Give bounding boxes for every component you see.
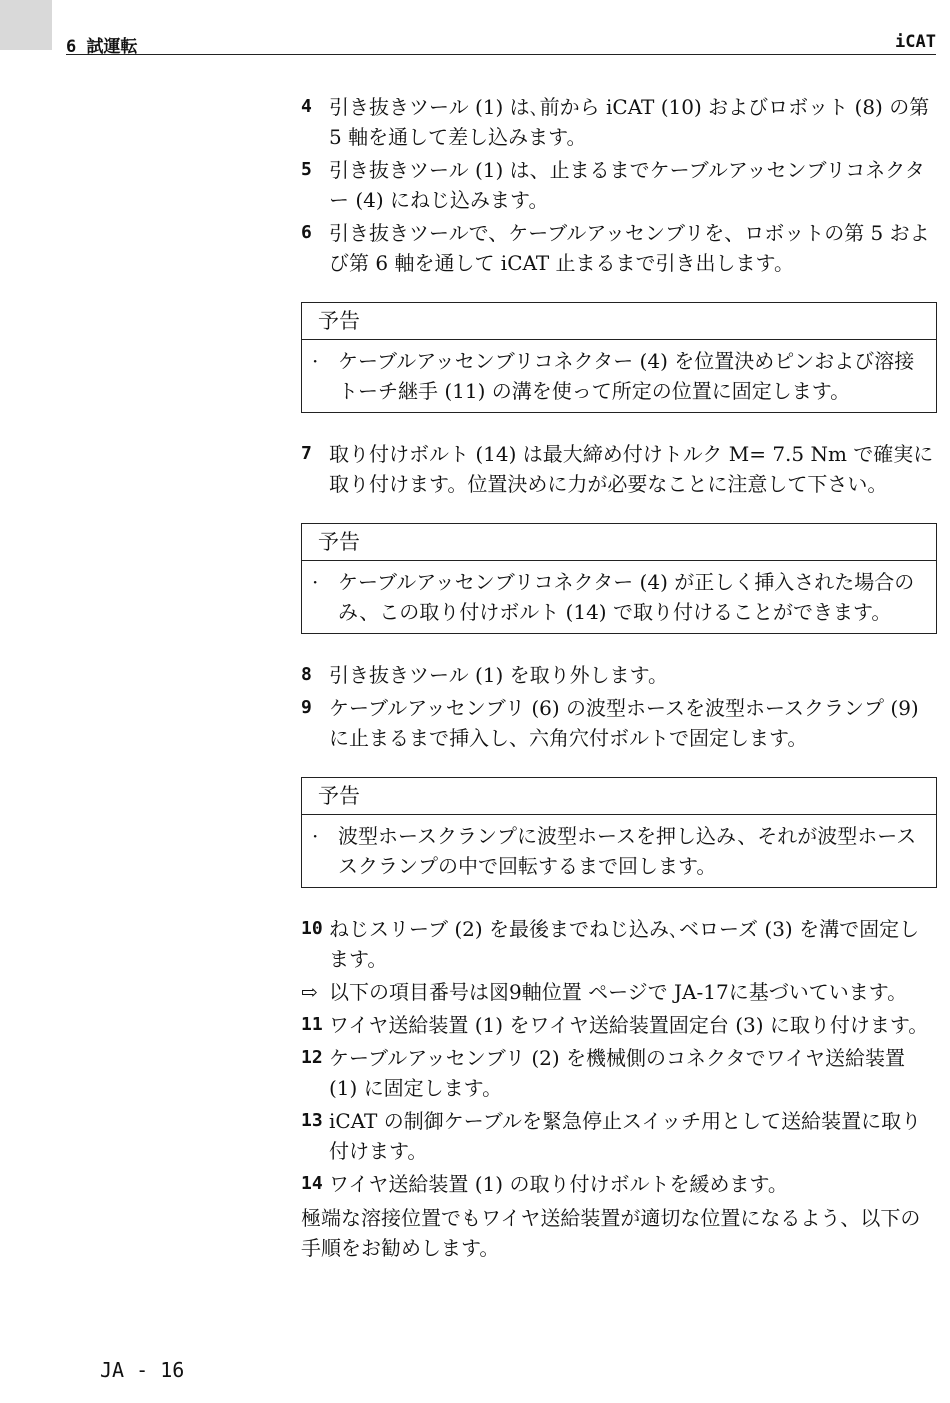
corner-tab (0, 0, 52, 50)
warning-text: ケーブルアッセンブリコネクター (4) が正しく挿入された場合のみ、この取り付けボルト (14) で取り付けることができます。 (338, 570, 915, 624)
step-text: iCAT の制御ケーブルを緊急停止スイッチ用として送給装置に取り付けます。 (329, 1109, 922, 1163)
step-item (301, 155, 937, 215)
warning-body (302, 340, 936, 412)
bullet-icon: · (312, 570, 319, 594)
step-list-d (301, 1010, 937, 1199)
step-text: 取り付けボルト (14) は最大締め付けトルク M= 7.5 Nm で確実に取り付けます。位置決めに力が必要なことに注意して下さい。 (329, 442, 934, 496)
step-item (301, 1010, 937, 1040)
step-number: 14 (301, 1173, 323, 1194)
step-number: 4 (301, 96, 312, 117)
step-number: 12 (301, 1047, 323, 1068)
step-list-a (301, 92, 937, 278)
reference-note (301, 977, 937, 1007)
step-item (301, 92, 937, 152)
warning-box (301, 777, 937, 888)
step-text: 引き抜きツール (1) は、止まるまでケーブルアッセンブリコネクター (4) にねじ込みます。 (329, 158, 925, 212)
arrow-right-icon: ⇨ (301, 980, 318, 1004)
page-header (66, 30, 936, 55)
step-item (301, 693, 937, 753)
step-item (301, 1106, 937, 1166)
step-number: 11 (301, 1014, 323, 1035)
warning-title: 予告 (302, 778, 936, 815)
section-title: 6 試運転 (66, 37, 138, 57)
warning-title: 予告 (302, 303, 936, 340)
step-number: 8 (301, 664, 312, 685)
step-text: ねじスリーブ (2) を最後までねじ込み､ベローズ (3) を溝で固定します。 (329, 917, 920, 971)
step-list-c (301, 660, 937, 753)
step-text: ケーブルアッセンブリ (6) の波型ホースを波型ホースクランプ (9) に止まるまで挿入し、六角穴付ボルトで固定します。 (329, 696, 919, 750)
step-number: 13 (301, 1110, 323, 1131)
step-text: 引き抜きツール (1) を取り外します。 (329, 663, 669, 687)
step-text: 引き抜きツールで、ケーブルアッセンブリを、ロボットの第 5 および第 6 軸を通して iCAT 止まるまで引き出します。 (329, 221, 930, 275)
step-number: 5 (301, 159, 312, 180)
closing-paragraph: 極端な溶接位置でもワイヤ送給装置が適切な位置になるよう、以下の手順をお勧めします。 (301, 1206, 921, 1260)
step-item (301, 439, 937, 499)
step-text: ワイヤ送給装置 (1) をワイヤ送給装置固定台 (3) に取り付けます。 (329, 1013, 929, 1037)
step-text: ワイヤ送給装置 (1) の取り付けボルトを緩めます。 (329, 1172, 788, 1196)
step-item (301, 914, 937, 974)
note-text: 以下の項目番号は図9軸位置 ページで JA-17に基づいています。 (329, 980, 908, 1004)
page-number: JA - 16 (100, 1358, 185, 1382)
warning-text: 波型ホースクランプに波型ホースを押し込み、それが波型ホーススクランプの中で回転するまで回します。 (338, 824, 917, 878)
step-item (301, 1043, 937, 1103)
warning-body (302, 815, 936, 887)
step-item (301, 1169, 937, 1199)
step-text: 引き抜きツール (1) は､前から iCAT (10) およびロボット (8) の第 5 軸を通して差し込みます。 (329, 95, 930, 149)
warning-text: ケーブルアッセンブリコネクター (4) を位置決めピンおよび溶接トーチ継手 (11) の溝を使って所定の位置に固定します。 (338, 349, 915, 403)
product-name: iCAT (895, 32, 936, 52)
step-number: 7 (301, 443, 312, 464)
step-list-b (301, 439, 937, 499)
warning-body (302, 561, 936, 633)
step-item (301, 218, 937, 278)
warning-box (301, 302, 937, 413)
warning-title: 予告 (302, 524, 936, 561)
warning-box (301, 523, 937, 634)
step-text: ケーブルアッセンブリ (2) を機械側のコネクタでワイヤ送給装置 (1) に固定します。 (329, 1046, 906, 1100)
bullet-icon: · (312, 349, 319, 373)
main-content (301, 92, 937, 1263)
bullet-icon: · (312, 824, 319, 848)
step-number: 6 (301, 222, 312, 243)
step-number: 9 (301, 697, 312, 718)
step-item (301, 660, 937, 690)
step-number: 10 (301, 918, 323, 939)
